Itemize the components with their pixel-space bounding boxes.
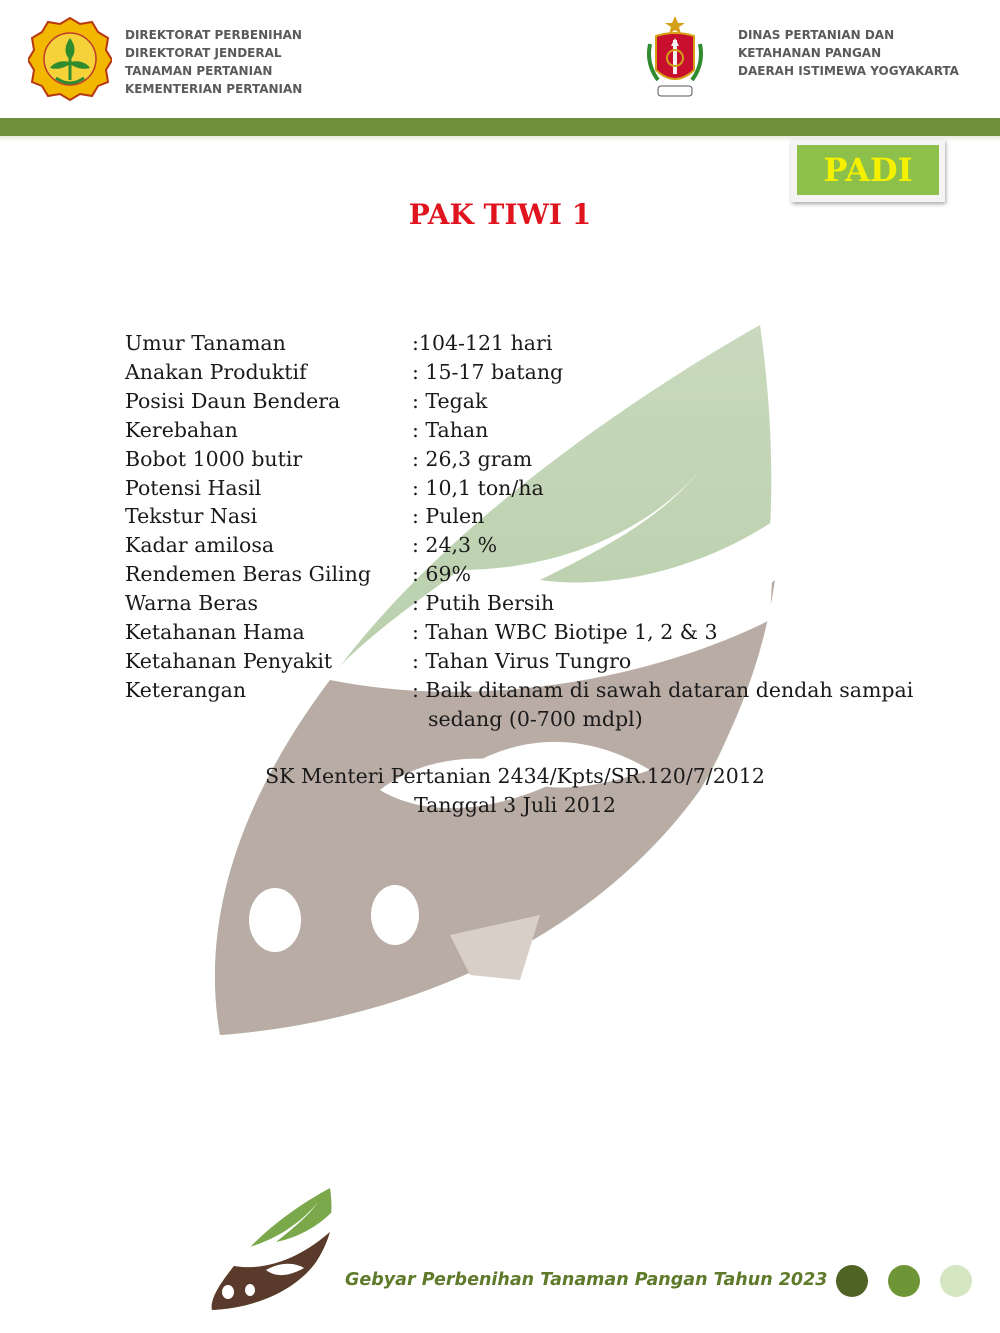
spec-list: [125, 329, 945, 734]
spec-label: Potensi Hasil: [125, 475, 262, 500]
spec-value-multiline: [412, 676, 945, 734]
spec-label: Keterangan: [125, 677, 247, 702]
spec-label: Ketahanan Hama: [125, 620, 305, 645]
spec-row: [125, 445, 945, 474]
spec-label: Tekstur Nasi: [125, 504, 258, 529]
spec-value-continuation: sedang (0-700 mdpl): [428, 706, 643, 731]
header-right-line: KETAHANAN PANGAN: [738, 46, 882, 60]
header-left-text: [125, 26, 302, 98]
spec-value: : 26,3 gram: [412, 446, 533, 471]
spec-row: [125, 618, 945, 647]
spec-label: Rendemen Beras Giling: [125, 562, 371, 587]
header-left-line: TANAMAN PERTANIAN: [125, 64, 273, 78]
spec-value: : 24,3 %: [412, 533, 498, 558]
spec-row: [125, 502, 945, 531]
spec-row: [125, 676, 945, 734]
spec-value: : Baik ditanam di sawah dataran dendah sampai: [412, 677, 914, 702]
spec-row: [125, 329, 945, 358]
spec-label: Posisi Daun Bendera: [125, 388, 341, 413]
spec-value: : Tegak: [412, 388, 488, 413]
footer-dot-light: [940, 1265, 972, 1297]
diy-emblem-icon: [644, 14, 706, 102]
spec-row: [125, 474, 945, 503]
spec-row: [125, 387, 945, 416]
header-left-line: DIREKTORAT JENDERAL: [125, 46, 282, 60]
spec-row: [125, 560, 945, 589]
header-right-text: [738, 26, 959, 80]
spec-value: : Putih Bersih: [412, 591, 555, 616]
spec-value: : 10,1 ton/ha: [412, 475, 544, 500]
spec-value: : Tahan: [412, 417, 489, 442]
footer-leaf-logo-icon: [206, 1186, 336, 1312]
header-band: [0, 118, 1000, 136]
spec-label: Umur Tanaman: [125, 331, 286, 355]
category-badge: [791, 140, 945, 202]
header-left-line: KEMENTERIAN PERTANIAN: [125, 82, 303, 96]
spec-label: Kerebahan: [125, 417, 238, 442]
spec-row: [125, 416, 945, 445]
header: [0, 0, 1000, 118]
spec-row: [125, 589, 945, 618]
category-badge-label: PADI: [797, 145, 939, 195]
spec-value: : Pulen: [412, 504, 485, 529]
decree-number: SK Menteri Pertanian 2434/Kpts/SR.120/7/2012: [265, 764, 765, 788]
spec-row: [125, 531, 945, 560]
header-right-line: DAERAH ISTIMEWA YOGYAKARTA: [738, 64, 959, 78]
spec-label: Warna Beras: [125, 591, 258, 616]
spec-label: Ketahanan Penyakit: [125, 648, 333, 673]
spec-value: : 15-17 batang: [412, 359, 564, 384]
header-right-line: DINAS PERTANIAN DAN: [738, 28, 895, 42]
spec-label: Anakan Produktif: [125, 359, 307, 384]
footer-dot-mid: [888, 1265, 920, 1297]
spec-label: Kadar amilosa: [125, 533, 275, 558]
footer-dot-dark: [836, 1265, 868, 1297]
decree-block: [0, 762, 1000, 820]
header-left-line: DIREKTORAT PERBENIHAN: [125, 28, 302, 42]
spec-row: [125, 358, 945, 387]
kementan-logo-icon: [28, 16, 112, 102]
spec-row: [125, 647, 945, 676]
spec-value: : 69%: [412, 562, 471, 587]
spec-label: Bobot 1000 butir: [125, 446, 303, 471]
variety-title: PAK TIWI 1: [408, 198, 592, 231]
spec-value: : Tahan Virus Tungro: [412, 648, 632, 673]
footer-event-title: Gebyar Perbenihan Tanaman Pangan Tahun 2023: [345, 1270, 828, 1290]
spec-value: : Tahan WBC Biotipe 1, 2 & 3: [412, 620, 718, 645]
decree-date: Tanggal 3 Juli 2012: [414, 793, 616, 817]
spec-value: :104-121 hari: [412, 331, 553, 355]
